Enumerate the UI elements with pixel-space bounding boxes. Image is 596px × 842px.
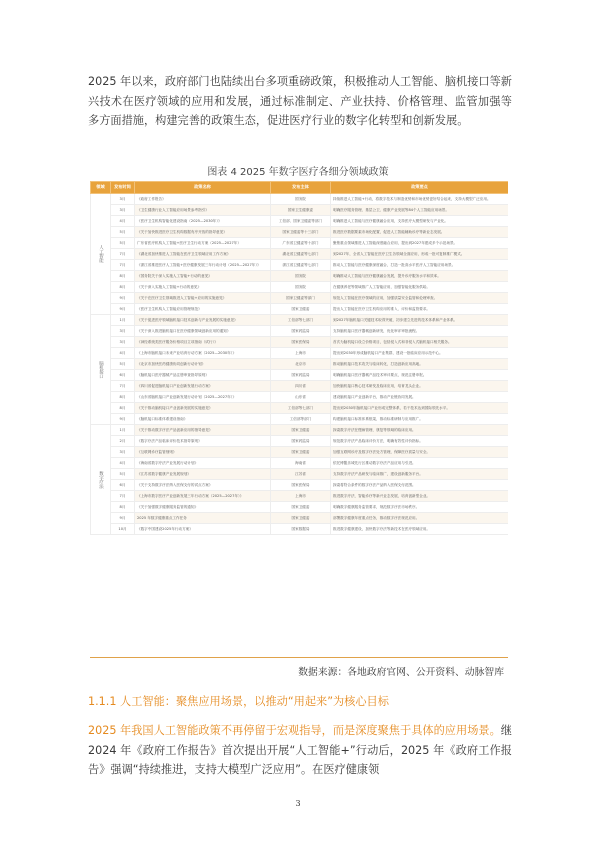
date-cell: 5月	[111, 227, 135, 238]
issuer-cell: 国务院	[271, 194, 331, 205]
issuer-cell: 国家药监局	[271, 370, 331, 381]
table-row	[91, 348, 509, 359]
issuer-cell: 四川省	[271, 381, 331, 392]
policy-name-cell: 《关于推动脑机接口产业创新发展的实施意见》	[135, 403, 271, 414]
issuer-cell: 浙江省卫健委等七部门	[271, 260, 331, 271]
date-cell: 9月	[111, 513, 135, 524]
issuer-cell: 国家卫生健康委	[271, 205, 331, 216]
policy-name-cell: 《四川省促进脑机接口产业创新发展行动方案》	[135, 381, 271, 392]
date-cell: 6月	[111, 480, 135, 491]
table-row	[91, 502, 509, 513]
key-points-cell: 加快脑机接口核心技术研发及临床应用，培育龙头企业。	[331, 381, 509, 392]
table-row	[91, 227, 509, 238]
issuer-cell: 国家卫健委	[271, 425, 331, 436]
date-cell: 3月	[111, 194, 135, 205]
policy-name-cell: 《医疗卫生机构人工智能应用管理规范》	[135, 304, 271, 315]
date-cell: 4月	[111, 458, 135, 469]
issuer-cell: 国家卫健委	[271, 447, 331, 458]
table-row	[91, 436, 509, 447]
issuer-cell: 国务院	[271, 282, 331, 293]
table-row	[91, 205, 509, 216]
table-row	[91, 381, 509, 392]
issuer-cell: 江苏省	[271, 469, 331, 480]
table-row	[91, 524, 509, 535]
date-cell: 3月	[111, 326, 135, 337]
policy-name-cell: 《互联网诊疗监管细则》	[135, 447, 271, 458]
date-cell: 7月	[111, 491, 135, 502]
date-cell: 4月	[111, 216, 135, 227]
policy-name-cell: 《医疗卫生机构智能化建设指南（2025—2030年）》	[135, 216, 271, 227]
key-points-cell: 依托博鳌乐城先行区推动数字疗法产品应用与引进。	[331, 458, 509, 469]
table-row	[91, 403, 509, 414]
issuer-cell: 国家数据局	[271, 524, 331, 535]
header-policy-name: 政策名称	[135, 182, 271, 194]
date-cell: 8月	[111, 271, 135, 282]
date-cell: 5月	[111, 238, 135, 249]
key-points-cell: 推进医疗数据要素市场化配置，促进人工智能辅助诊疗等新业态发展。	[331, 227, 509, 238]
table-row	[91, 491, 509, 502]
table-caption: 图表 4 2025 年数字医疗各细分领域政策	[207, 167, 389, 178]
key-points-cell: 构建脑机接口标准体系框架，推动标准研制与应用推广。	[331, 414, 509, 425]
date-cell: 4月	[111, 348, 135, 359]
issuer-cell: 工信部、国家卫健委等部门	[271, 216, 331, 227]
issuer-cell: 国家卫健委等十三部门	[271, 227, 331, 238]
date-cell: 7月	[111, 381, 135, 392]
policy-name-cell: 《脑机接口标准体系建设指南》	[135, 414, 271, 425]
date-cell: 8月	[111, 403, 135, 414]
policy-name-cell: 《神经系统类医疗服务价格项目立项指南（试行）》	[135, 337, 271, 348]
issuer-cell: 国家医保局	[271, 480, 331, 491]
policy-name-cell: 《数字中国建设2025年行动方案》	[135, 524, 271, 535]
policy-name-cell: 《关于加快推进医疗卫生机构数据有序开放的指导意见》	[135, 227, 271, 238]
policy-name-cell: 《湖北省加快推进人工智能在医疗卫生领域应用工作方案》	[135, 249, 271, 260]
policy-name-cell: 《山东省脑机接口产业创新发展行动计划（2025—2027年）》	[135, 392, 271, 403]
key-points-cell: 提出人工智能在医疗卫生机构应用的准入、评价和监管要求。	[331, 304, 509, 315]
key-points-cell: 到2027年脑机接口关键技术取得突破，初步建立先进的技术体系和产业体系。	[331, 315, 509, 326]
issuer-cell: 国家卫健委	[271, 502, 331, 513]
key-points-cell: 持续推进人工智能+行动，将数字技术与制造优势和市场优势更好结合起来，支持大模型广泛应用。	[331, 194, 509, 205]
table-row	[91, 370, 509, 381]
issuer-cell: 国家医保局	[271, 337, 331, 348]
date-cell: 5月	[111, 469, 135, 480]
key-points-cell: 加强互联网诊疗及数字疗法处方管理，保障医疗质量与安全。	[331, 447, 509, 458]
policy-name-cell: 《脑机接口医疗器械产品注册审查指导原则》	[135, 370, 271, 381]
date-cell: 1月	[111, 315, 135, 326]
date-cell: 7月	[111, 249, 135, 260]
issuer-cell: 工信部等七部门	[271, 315, 331, 326]
date-cell: 9月	[111, 293, 135, 304]
key-points-cell: 明确数字健康服务监管要求，规范数字疗法市场秩序。	[331, 502, 509, 513]
page-number: 3	[295, 799, 301, 808]
issuer-cell: 上海市	[271, 491, 331, 502]
key-points-cell: 推进数字疗法、智能诊疗等新兴业态发展，培育创新型企业。	[331, 491, 509, 502]
key-points-cell: 明确推动人工智能与医疗健康融合发展，提升诊疗服务水平和效率。	[331, 271, 509, 282]
key-points-cell: 在健康养老等领域推广人工智能应用，加强智能化服务供给。	[331, 282, 509, 293]
date-cell: 5月	[111, 359, 135, 370]
header-key-points: 政策要点	[331, 182, 509, 194]
issuer-cell: 国家卫健委等部门	[271, 293, 331, 304]
issuer-cell: 工信部等部门	[271, 414, 331, 425]
key-points-cell: 支持脑机接口医疗器械创新研发，优化审评审批流程。	[331, 326, 509, 337]
key-points-cell: 到2027年，全省人工智能在医疗卫生各领域全面应用，形成一批可复制推广模式。	[331, 249, 509, 260]
body-paragraph	[88, 721, 512, 780]
table-row	[91, 293, 509, 304]
policy-name-cell: 《关于支持数字疗法纳入医保支付的试点方案》	[135, 480, 271, 491]
domain-cell: 数字疗法	[91, 425, 111, 535]
issuer-cell: 国务院	[271, 271, 331, 282]
table-row	[91, 337, 509, 348]
issuer-cell: 国家卫健委	[271, 304, 331, 315]
date-cell: 9月	[111, 304, 135, 315]
key-points-cell: 建设脑机接口产业创新平台，推动产业链协同发展。	[331, 392, 509, 403]
key-points-cell: 推动脑机接口技术攻关与临床转化，打造创新应用高地。	[331, 359, 509, 370]
date-cell: 3月	[111, 337, 135, 348]
policy-name-cell: 《关于深入实施人工智能+行动的意见》	[135, 282, 271, 293]
policy-name-cell: 《卫生健康行业人工智能应用场景参考指引》	[135, 205, 271, 216]
key-points-cell: 推进数字健康建设，加快数字疗法等新技术在医疗领域应用。	[331, 524, 509, 535]
policy-name-cell: 《浙江省推进医疗人工智能+医疗健康发展三年行动计划（2025—2027年）》	[135, 260, 271, 271]
table-row	[91, 513, 509, 524]
policy-name-cell: 《上海市脑机接口未来产业培育行动方案（2025—2030年）》	[135, 348, 271, 359]
date-cell: 8月	[111, 282, 135, 293]
section-heading: 1.1.1 人工智能：聚焦应用场景，以推动“用起来”为核心目标	[88, 695, 389, 708]
header-issuer: 发布主体	[271, 182, 331, 194]
policy-name-cell: 广东省医疗机构人工智能+医疗卫生行动方案（2025—2027年）	[135, 238, 271, 249]
key-points-cell: 部署数字健康年度重点任务，推动数字疗法规范应用。	[331, 513, 509, 524]
issuer-cell: 山东省	[271, 392, 331, 403]
policy-name-cell: 《关于加强数字健康服务监管的通知》	[135, 502, 271, 513]
date-cell: 10月	[111, 524, 135, 535]
issuer-cell: 湖北省卫健委等七部门	[271, 249, 331, 260]
data-source-note: 数据来源：各地政府官网、公开资料、动脉智库	[298, 667, 504, 678]
date-cell: 8月	[111, 392, 135, 403]
key-points-cell: 聚焦重点领域推进人工智能深度融合应用，提出到2027年建成多个示范场景。	[331, 238, 509, 249]
table-row	[91, 260, 509, 271]
key-points-cell: 规范数字疗法产品临床评价方法，明确有效性评价指标。	[331, 436, 509, 447]
policy-name-cell: 《数字疗法产品临床评价技术指导原则》	[135, 436, 271, 447]
key-points-cell: 支持数字疗法产品研发与临床推广，建设创新服务平台。	[331, 469, 509, 480]
table-row	[91, 326, 509, 337]
domain-cell: 人工智能	[91, 194, 111, 315]
key-points-cell: 明确推进人工智能与医疗健康融合应用，支持医疗大模型研发与产业化。	[331, 216, 509, 227]
table-row	[91, 458, 509, 469]
policy-name-cell: 2025 年数字健康重点工作任务	[135, 513, 271, 524]
policy-name-cell: 《关于促进医疗领域脑机接口技术创新与产业发展的实施意见》	[135, 315, 271, 326]
table-row	[91, 359, 509, 370]
date-cell: 1月	[111, 425, 135, 436]
table-row	[91, 282, 509, 293]
table-row	[91, 271, 509, 282]
table-row	[91, 304, 509, 315]
table-row	[91, 447, 509, 458]
date-cell: 7月	[111, 260, 135, 271]
issuer-cell: 国家药监局	[271, 436, 331, 447]
issuer-cell: 上海市	[271, 348, 331, 359]
header-date: 发布时间	[111, 182, 135, 194]
date-cell: 9月	[111, 414, 135, 425]
table-row	[91, 216, 509, 227]
key-points-cell: 探索数字疗法在慢病管理、康复等领域的临床应用。	[331, 425, 509, 436]
key-points-cell: 明确脑机接口医疗器械产品技术审评要点，规范注册申报。	[331, 370, 509, 381]
issuer-cell: 国家卫健委	[271, 513, 331, 524]
table-row	[91, 249, 509, 260]
table-row	[91, 194, 509, 205]
key-points-cell: 明确医疗服务管理、基层公卫、健康产业发展等84个人工智能应用场景。	[331, 205, 509, 216]
body-text: 继 2024 年《政府工作报告》首次提出开展“人工智能+”行动后，2025 年《政府工作报告》强调“持续推进，支持大模型广泛应用”。在医疗健康领	[88, 724, 512, 776]
issuer-cell: 海南省	[271, 458, 331, 469]
date-cell: 3月	[111, 447, 135, 458]
key-points-cell: 提出到2030年形成脑机接口产业集群，建设一批临床应用示范中心。	[331, 348, 509, 359]
table-row	[91, 315, 509, 326]
issuer-cell: 工信部等七部门	[271, 403, 331, 414]
key-points-cell: 推动人工智能与医疗健康深度融合，打造一批高水平医疗人工智能应用场景。	[331, 260, 509, 271]
date-cell: 8月	[111, 502, 135, 513]
date-cell: 6月	[111, 370, 135, 381]
date-cell: 3月	[111, 205, 135, 216]
date-cell: 2月	[111, 436, 135, 447]
policy-table	[90, 181, 508, 658]
intro-paragraph: 2025 年以来，政府部门也陆续出台多项重磅政策，积极推动人工智能、脑机接口等新兴技术在医疗领域的应用和发展，通过标准制定、产业扶持、价格管理、监管加强等多方面措施，构建完善的政策生态，促进医疗行业的数字化转型和创新发展。	[88, 75, 512, 127]
header-domain: 领域	[91, 182, 111, 194]
table-row	[91, 425, 509, 436]
table-row	[91, 469, 509, 480]
policy-name-cell: 《江苏省数字健康产业发展规划》	[135, 469, 271, 480]
key-points-cell: 提出到2030年脑机接口产业形成完整体系，若干技术达到国际领先水平。	[331, 403, 509, 414]
key-points-cell: 规范人工智能在医疗领域的应用，加强质量安全监管和伦理审查。	[331, 293, 509, 304]
policy-name-cell: 《上海市数字医疗产业创新发展三年行动方案（2025—2027年）》	[135, 491, 271, 502]
issuer-cell: 北京市	[271, 359, 331, 370]
policy-name-cell: 《国务院关于深入实施人工智能+行动的意见》	[135, 271, 271, 282]
body-highlight: 2025 年我国人工智能政策不再停留于宏观指导，而是深度聚焦于具体的应用场景。	[88, 724, 501, 737]
table-row	[91, 392, 509, 403]
domain-cell: 脑机接口	[91, 315, 111, 425]
issuer-cell: 国家药监局	[271, 326, 331, 337]
policy-name-cell: 《政府工作报告》	[135, 194, 271, 205]
policy-name-cell: 《关于深入推进脑机接口在医疗健康领域创新应用的通知》	[135, 326, 271, 337]
table-header-row	[91, 182, 509, 194]
policy-name-cell: 《海南省数字疗法产业发展行动计划》	[135, 458, 271, 469]
policy-name-cell: 《北京市加快医药健康协同创新行动计划》	[135, 359, 271, 370]
policy-name-cell: 《关于在医疗卫生领域推进人工智能+应用的实施意见》	[135, 293, 271, 304]
table-row	[91, 414, 509, 425]
table-row	[91, 238, 509, 249]
policy-name-cell: 《关于推动数字疗法产品创新应用的指导意见》	[135, 425, 271, 436]
key-points-cell: 首次为脑机接口设立价格项目，包括侵入式和非侵入式脑机接口相关服务。	[331, 337, 509, 348]
table-row	[91, 480, 509, 491]
issuer-cell: 广东省卫健委等十部门	[271, 238, 331, 249]
key-points-cell: 探索将符合条件的数字疗法产品纳入医保支付范围。	[331, 480, 509, 491]
